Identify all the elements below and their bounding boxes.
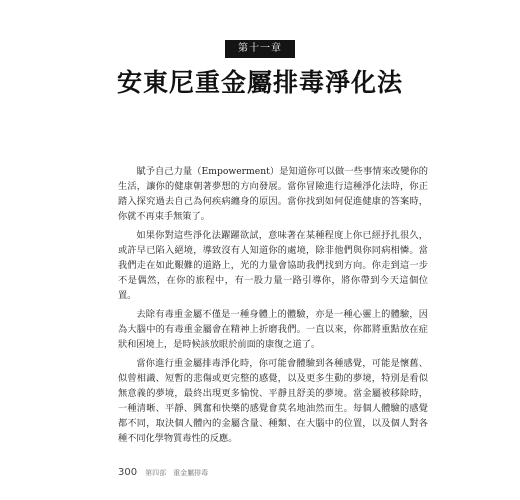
page-footer [118,467,208,478]
paragraph: 如果你對這些淨化法躍躍欲試，意味著在某種程度上你已經抒扎很久，或許早已陷入絕境，導致沒有人知道你的處境，除非他們與你同病相憐。當我們走在如此艱難的道路上，光的力量會協助我們找到方向。你走到這一步不是偶然，在你的旅程中，有一股力量一路引導你，將你帶到今天這個位置。 [118,230,428,301]
chapter-title: 安東尼重金屬排毒淨化法 [116,68,403,97]
section-label: 第四部 重金屬排毒 [145,469,209,477]
body-text [118,164,428,450]
paragraph: 當你進行重金屬排毒淨化時，你可能會體驗到各種感覺，可能是懷舊、似曾相識、短暫的悲傷或更完整的感覺，以及更多生動的夢境，特別是看似無意義的夢境，最終出現更多愉悅、平靜且舒美的夢境。當金屬被移除時，一種清晰、平靜、興奮和快樂的感覺會莫名地油然而生。每個人體驗的感覺都不同，取決個人體內的金屬含量、種類、在大腦中的位置，以及個人對各種不同化學物質毒性的反應。 [118,358,428,444]
paragraph: 去除有毒重金屬不僅是一種身體上的體驗，亦是一種心靈上的體驗，因為大腦中的有毒重金屬會在精神上折磨我們。一直以來，你都將重點放在症狀和困境上，是時候該放眼於前面的康復之道了。 [118,309,428,350]
chapter-label: 第十一章 [225,40,295,58]
paragraph: 賦予自己力量（Empowerment）是知道你可以做一些事情來改變你的生活，讓你的健康朝著夢想的方向發展。當你冒險進行這種淨化法時，你正踏入探究過去自己為何疾病纏身的原因。當你找到如何促進健康的答案時，你就不再束手無策了。 [118,166,428,222]
page-number: 300 [118,467,138,478]
